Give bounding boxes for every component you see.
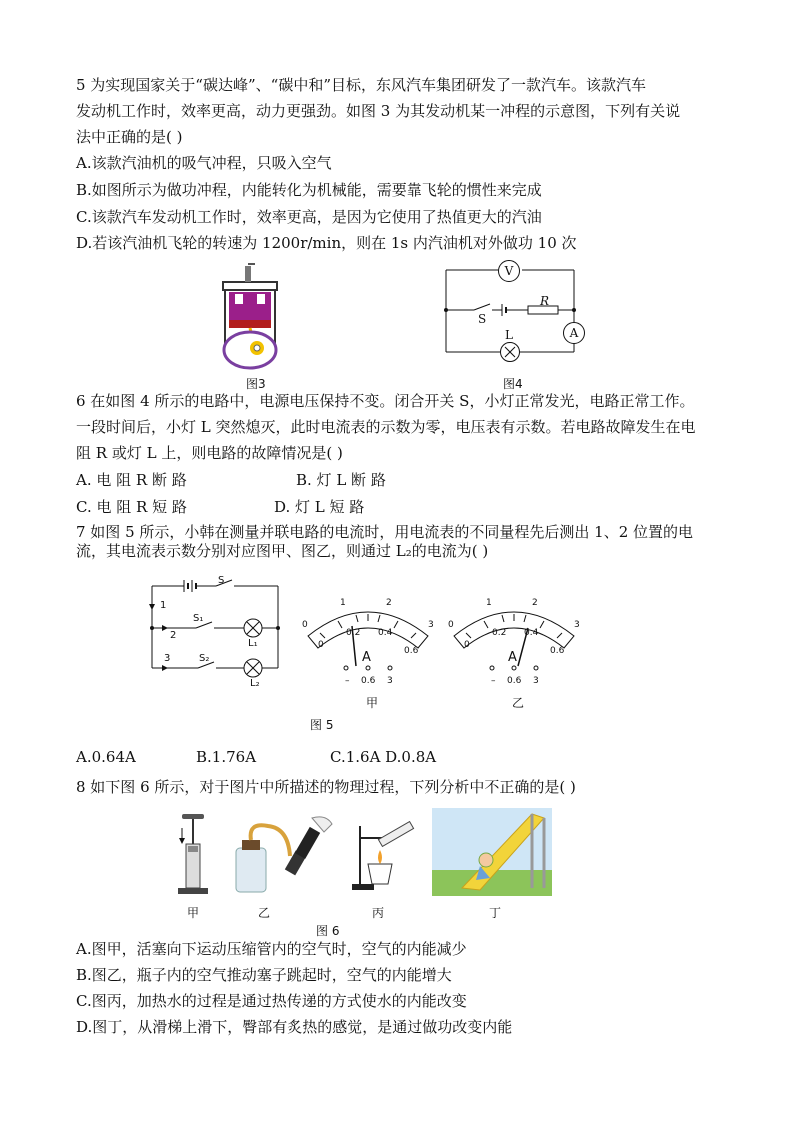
yi-inner-tick-04: 0.4: [524, 628, 539, 638]
q5-option-d: D.若该汽油机飞轮的转速为 1200r/min，则在 1s 内汽油机对外做功 10 次: [76, 234, 577, 252]
q8-option-c: C.图丙，加热水的过程是通过热传递的方式使水的内能改变: [76, 992, 467, 1010]
q5-option-a: A.该款汽油机的吸气冲程，只吸入空气: [76, 154, 332, 172]
jia-outer-tick-2: 2: [386, 598, 392, 608]
q7-stem-line-1: 7 如图 5 所示，小韩在测量并联电路的电流时，用电流表的不同量程先后测出 1、2 位置的电: [76, 523, 694, 541]
yi-terminal-minus: –: [491, 676, 496, 686]
fig5-switch-s1-label: S₁: [193, 613, 204, 624]
fig5-point-3-label: 3: [164, 653, 171, 664]
jia-inner-tick-02: 0.2: [346, 628, 361, 638]
switch-label: S: [478, 312, 487, 326]
fig5-switch-s2-label: S₂: [199, 653, 210, 664]
jia-outer-tick-0: 0: [302, 620, 308, 630]
yi-outer-tick-1: 1: [486, 598, 492, 608]
fig5-lamp-l1-label: L₁: [248, 638, 258, 649]
yi-unit-label: A: [508, 650, 517, 665]
fig5-lamp-l2-label: L₂: [250, 678, 260, 689]
jia-outer-tick-3: 3: [428, 620, 434, 630]
q7-option-c-d: C.1.6A D.0.8A: [330, 748, 437, 766]
yi-inner-tick-0: 0: [464, 640, 470, 650]
slide-image: [432, 808, 552, 896]
q7-stem-line-2: 流，其电流表示数分别对应图甲、图乙，则通过 L₂的电流为( ): [76, 542, 489, 560]
q5-option-b: B.如图所示为做功冲程，内能转化为机械能，需要靠飞轮的惯性来完成: [76, 181, 542, 199]
jia-inner-tick-0: 0: [318, 640, 324, 650]
q6-option-d: D. 灯 L 短 路: [274, 498, 365, 516]
fig6-label-yi: 乙: [258, 906, 271, 920]
figure-5-caption: 图 5: [310, 718, 334, 732]
resistor-label: R: [540, 294, 550, 308]
heating-test-tube-image: [350, 820, 420, 894]
yi-outer-tick-3: 3: [574, 620, 580, 630]
parallel-circuit-figure-5: [140, 572, 290, 694]
q5-stem-line-3: 法中正确的是( ): [76, 128, 183, 146]
jia-inner-tick-06: 0.6: [404, 646, 419, 656]
figure-4-caption: 图4: [503, 377, 523, 391]
q6-stem-line-3: 阻 R 或灯 L 上，则电路的故障情况是( ): [76, 444, 343, 462]
jia-unit-label: A: [362, 650, 371, 665]
voltmeter-icon: V: [498, 260, 520, 282]
q6-option-c: C. 电 阻 R 短 路: [76, 498, 187, 516]
yi-outer-tick-0: 0: [448, 620, 454, 630]
fig5-switch-s-label: S: [218, 575, 225, 586]
q6-stem-line-2: 一段时间后，小灯 L 突然熄灭，此时电流表的示数为零，电压表有示数。若电路故障发生在电: [76, 418, 696, 436]
figure-6-caption: 图 6: [316, 924, 340, 938]
yi-inner-tick-06: 0.6: [550, 646, 565, 656]
lamp-label: L: [505, 328, 513, 342]
q6-option-b: B. 灯 L 断 路: [296, 471, 386, 489]
fig6-label-bing: 丙: [372, 906, 385, 920]
q8-option-a: A.图甲，活塞向下运动压缩管内的空气时，空气的内能减少: [76, 940, 467, 958]
jia-outer-tick-1: 1: [340, 598, 346, 608]
q7-option-b: B.1.76A: [196, 748, 257, 766]
lamp-icon: [500, 342, 520, 362]
yi-inner-tick-02: 0.2: [492, 628, 507, 638]
q8-option-d: D.图丁，从滑梯上滑下，臀部有炙热的感觉，是通过做功改变内能: [76, 1018, 513, 1036]
yi-terminal-3: 3: [533, 676, 539, 686]
yi-terminal-06: 0.6: [507, 676, 522, 686]
ammeter-icon: A: [563, 322, 585, 344]
q5-stem-line-2: 发动机工作时，效率更高，动力更强劲。如图 3 为其发动机某一冲程的示意图，下列有关说: [76, 102, 681, 120]
q7-option-a: A.0.64A: [76, 748, 136, 766]
fig6-label-ding: 丁: [489, 906, 502, 920]
jia-terminal-06: 0.6: [361, 676, 376, 686]
meter-yi-label: 乙: [512, 696, 525, 710]
q8-stem: 8 如下图 6 所示，对于图片中所描述的物理过程，下列分析中不正确的是( ): [76, 778, 576, 796]
jia-terminal-minus: –: [345, 676, 350, 686]
meter-jia-label: 甲: [366, 696, 379, 710]
yi-outer-tick-2: 2: [532, 598, 538, 608]
fig5-point-2-label: 2: [170, 630, 177, 641]
jia-terminal-3: 3: [387, 676, 393, 686]
figure-3-caption: 图3: [246, 377, 266, 391]
jia-inner-tick-04: 0.4: [378, 628, 393, 638]
q6-stem-line-1: 6 在如图 4 所示的电路中，电源电压保持不变。闭合开关 S，小灯正常发光，电路正常工作。: [76, 392, 695, 410]
fig6-label-jia: 甲: [187, 906, 200, 920]
q5-option-c: C.该款汽车发动机工作时，效率更高，是因为它使用了热值更大的汽油: [76, 208, 542, 226]
q8-option-b: B.图乙，瓶子内的空气推动塞子跳起时，空气的内能增大: [76, 966, 452, 984]
fig5-point-1-label: 1: [160, 600, 167, 611]
air-compression-tube-image: [174, 812, 214, 896]
q5-stem-line-1: 5 为实现国家关于“碳达峰”、“碳中和”目标，东风汽车集团研发了一款汽车。该款汽车: [76, 76, 646, 94]
q6-option-a: A. 电 阻 R 断 路: [76, 471, 187, 489]
bottle-pump-image: [228, 812, 338, 896]
engine-stroke-figure: [205, 262, 295, 374]
